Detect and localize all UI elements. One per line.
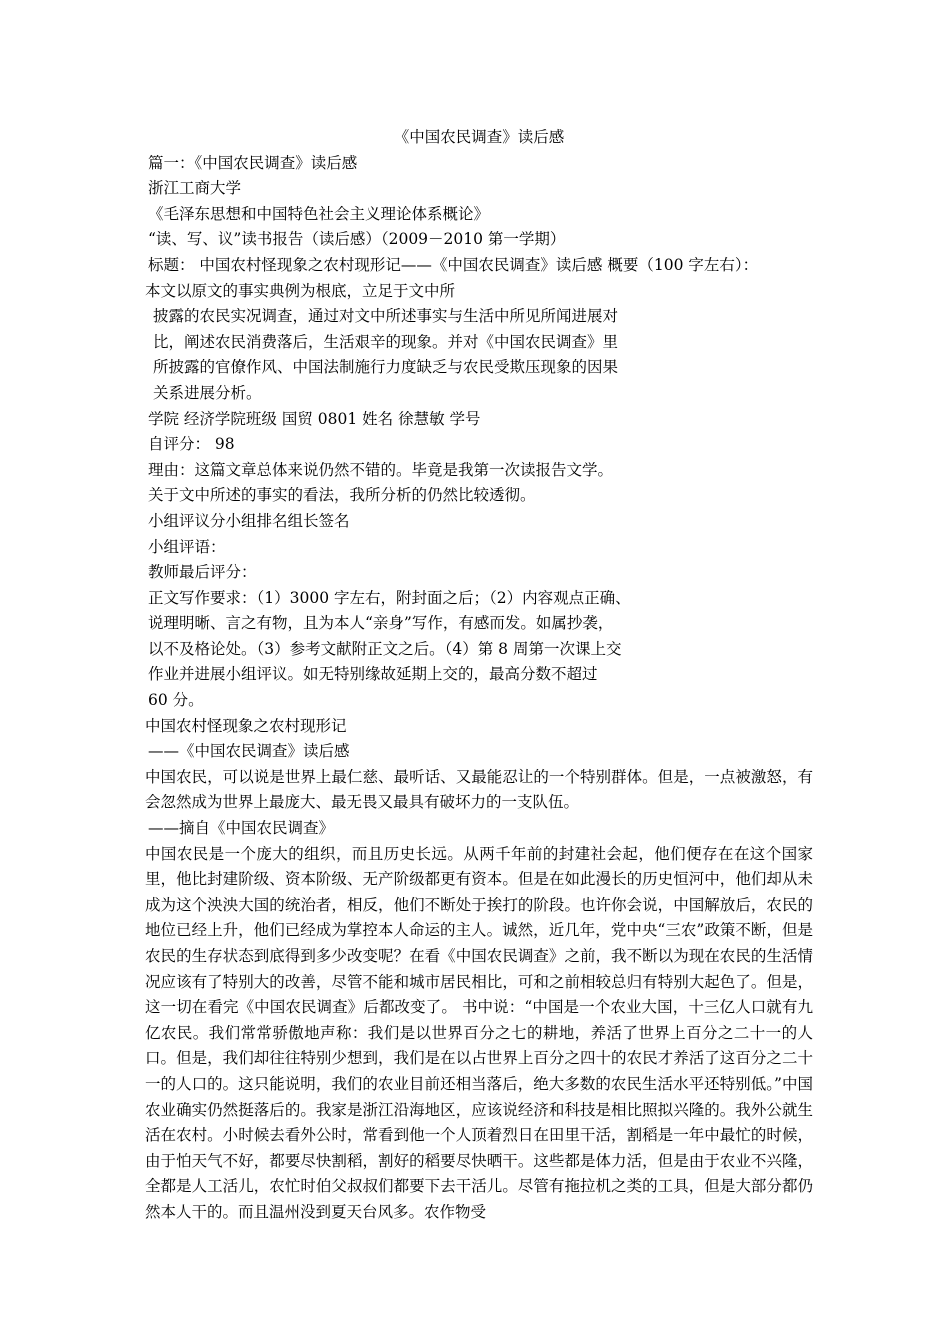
cover-line: “读、写、议”读书报告（读后感）（2009－2010 第一学期） [148, 230, 566, 249]
cover-line: 标题： 中国农村怪现象之农村现形记——《中国农民调查》读后感 概要（100 字左右）： [148, 255, 759, 274]
cover-line: 小组评语： [148, 537, 226, 556]
cover-line: 自评分： 98 [148, 435, 235, 454]
document-page [145, 125, 813, 1226]
cover-line: 作业并进展小组评议。如无特别缘故延期上交的，最高分数不超过 [148, 665, 598, 684]
cover-line: 理由：这篇文章总体来说仍然不错的。毕竟是我第一次读报告文学。 [148, 460, 614, 479]
cover-line: 篇一：《中国农民调查》读后感 [148, 153, 358, 172]
cover-line: 比，阐述农民消费落后，生活艰辛的现象。并对《中国农民调查》里 [153, 332, 619, 351]
cover-line: 说理明晰、言之有物，且为本人“亲身”写作，有感而发。如属抄袭， [148, 614, 614, 633]
cover-line: 披露的农民实况调查，通过对文中所述事实与生活中所见所闻进展对 [153, 307, 619, 326]
cover-line: 《毛泽东思想和中国特色社会主义理论体系概论》 [148, 204, 490, 223]
cover-line: 以不及格论处。（3）参考文献附正文之后。（4）第 8 周第一次课上交 [148, 639, 622, 658]
cover-line: 关于文中所述的事实的看法，我所分析的仍然比较透彻。 [148, 486, 536, 505]
quote-paragraph: 中国农民，可以说是世界上最仁慈、最听话、又最能忍让的一个特别群体。但是，一点被激怒，有会忽然成为世界上最庞大、最无畏又最具有破坏力的一支队伍。 [145, 767, 813, 812]
cover-line: 小组评议分小组排名组长签名 [148, 511, 350, 530]
cover-line: 60 分。 [148, 691, 204, 710]
quote-source: ——摘自《中国农民调查》 [148, 819, 335, 838]
cover-line: 本文以原文的事实典例为根底，立足于文中所 [145, 281, 456, 300]
essay-subtitle: ——《中国农民调查》读后感 [148, 742, 350, 761]
cover-line: 浙江工商大学 [148, 179, 242, 198]
cover-line: 教师最后评分： [148, 563, 257, 582]
body-paragraph: 中国农民是一个庞大的组织，而且历史长远。从两千年前的封建社会起，他们便存在在这个国家里，他比封建阶级、资本阶级、无产阶级都更有资本。但是在如此漫长的历史恒河中，他们却从未成为这个泱泱大国的统治者，相反，他们不断处于挨打的阶段。也许你会说，中国解放后，农民的地位已经上升，他们已经成为掌控本人命运的主人。诚然，近几年，党中央“三农”政策不断，但是农民的生存状态到底得到多少改变呢？在看《中国农民调查》之前，我不断以为现在农民的生活情况应该有了特别大的改善，尽管不能和城市居民相比，可和之前相较总归有特别大起色了。但是，这一切在看完《中国农民调查》后都改变了。 书中说：“中国是一个农业大国，十三亿人口就有九亿农民。我们常常骄傲地声称：我们是以世界百分之七的耕地，养活了世界上百分之二十一的人口。但是，我们却往往特别少想到，我们是在以占世界上百分之四十的农民才养活了这百分之二十一的人口的。这只能说明，我们的农业目前还相当落后，绝大多数的农民生活水平还特别低。”中国农业确实仍然挺落后的。我家是浙江沿海地区，应该说经济和科技是相比照拟兴隆的。我外公就生活在农村。小时候去看外公时，常看到他一个人顶着烈日在田里干活，割稻是一年中最忙的时候，由于怕天气不好，都要尽快割稻，割好的稻要尽快晒干。这些都是体力活，但是由于农业不兴隆，全都是人工活儿，农忙时伯父叔叔们都要下去干活儿。尽管有拖拉机之类的工具，但是大部分都仍然本人干的。而且温州没到夏天台风多。农作物受 [145, 844, 813, 1221]
essay-title: 中国农村怪现象之农村现形记 [145, 716, 347, 735]
document-title: 《中国农民调查》读后感 [393, 128, 565, 146]
cover-line: 所披露的官僚作风、中国法制施行力度缺乏与农民受欺压现象的因果 [153, 358, 619, 377]
cover-line: 学院 经济学院班级 国贸 0801 姓名 徐慧敏 学号 [148, 409, 481, 428]
cover-line: 关系进展分析。 [153, 383, 262, 402]
cover-line: 正文写作要求：（1）3000 字左右，附封面之后；（2）内容观点正确、 [148, 588, 631, 607]
